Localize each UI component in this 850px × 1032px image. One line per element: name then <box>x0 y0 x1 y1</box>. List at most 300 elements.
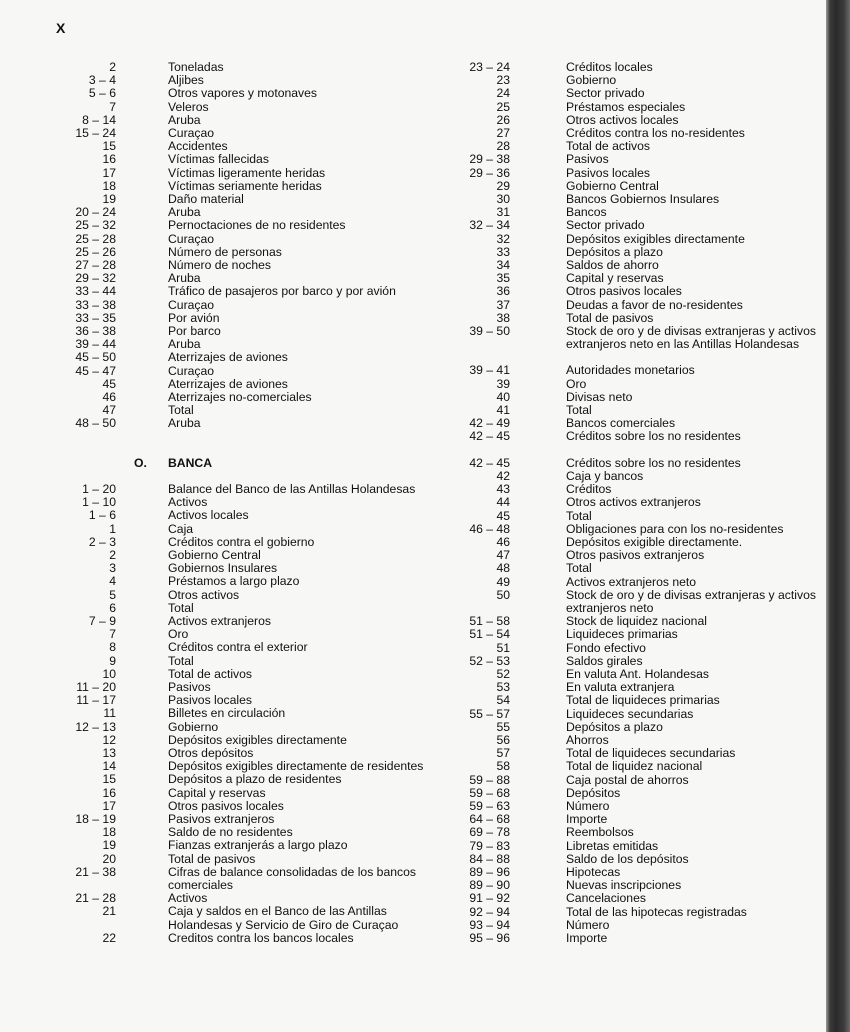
entry-range: 1 – 6 <box>88 508 116 523</box>
entry-range: 15 <box>102 139 116 154</box>
entry-range: 57 <box>496 746 510 761</box>
index-entry <box>440 721 826 734</box>
index-entry <box>440 655 826 668</box>
entry-range: 59 – 68 <box>469 785 510 800</box>
index-entry <box>440 892 826 905</box>
entry-label: Activos <box>168 495 208 510</box>
entry-range: 55 <box>496 719 510 734</box>
entry-range: 12 <box>102 732 116 747</box>
entry-range: 89 – 90 <box>469 878 510 893</box>
entry-range: 69 – 78 <box>469 825 510 840</box>
entry-label: Saldo de no residentes <box>168 825 293 840</box>
entry-range: 26 <box>496 112 510 127</box>
entry-label: Activos extranjeros neto <box>566 574 697 589</box>
entry-label: Cifras de balance consolidadas de los bancos comerciales <box>168 864 416 892</box>
entry-range: 3 – 4 <box>88 73 116 88</box>
entry-range: 42 <box>496 468 510 483</box>
entry-range: 22 <box>102 930 116 945</box>
entry-label: Depósitos a plazo <box>566 244 663 259</box>
entry-range: 1 <box>109 521 116 536</box>
index-entry <box>40 219 432 232</box>
entry-label: Fianzas extranjerás a largo plazo <box>168 838 348 853</box>
entry-label: Total <box>168 403 194 418</box>
entry-label: Libretas emitidas <box>566 838 659 853</box>
entry-range: 64 – 68 <box>469 812 510 827</box>
entry-range: 15 <box>102 772 116 787</box>
entry-range: 46 – 48 <box>469 521 510 536</box>
entry-range: 33 – 44 <box>75 284 116 299</box>
entry-label: Liquideces secundarias <box>566 706 694 721</box>
index-entry <box>40 285 432 298</box>
entry-range: 25 – 32 <box>75 218 116 233</box>
entry-label: Depósitos exigible directamente. <box>566 534 743 549</box>
index-entry <box>440 642 826 655</box>
entry-label: Total de liquideces primarias <box>566 693 720 708</box>
index-entry <box>440 787 826 800</box>
entry-label: Gobierno <box>168 719 219 734</box>
entry-label: Divisas neto <box>566 389 633 404</box>
entry-range: 11 <box>103 706 116 721</box>
entry-range: 3 <box>109 561 116 576</box>
entry-label: Curaçao <box>168 231 215 246</box>
entry-label: Bancos <box>566 205 607 220</box>
index-entry <box>440 576 826 589</box>
left-column <box>40 61 432 945</box>
entry-range: 24 <box>496 86 510 101</box>
index-entry <box>440 153 826 166</box>
index-entry <box>40 87 432 100</box>
entry-range: 39 – 44 <box>75 337 116 352</box>
entry-range: 4 <box>109 574 116 589</box>
entry-range: 6 <box>109 600 116 615</box>
entry-label: Accidentes <box>168 139 228 154</box>
index-entry <box>440 101 826 114</box>
entry-range: 55 – 57 <box>469 706 510 721</box>
entry-label: Víctimas seriamente heridas <box>168 178 322 193</box>
entry-range: 2 <box>109 547 116 562</box>
entry-range: 42 – 45 <box>469 455 510 470</box>
index-entry <box>40 523 432 536</box>
entry-label: Activos locales <box>168 508 249 523</box>
entry-label: Pasivos locales <box>566 165 650 180</box>
entry-range: 52 – 53 <box>469 653 510 668</box>
entry-range: 34 <box>496 258 510 273</box>
entry-label: Stock de oro y de divisas extranjeras y activos extranjeros neto <box>566 587 816 615</box>
entry-label: Total de activos <box>566 139 651 154</box>
page-number: X <box>56 20 66 36</box>
entry-label: Toneladas <box>168 60 224 74</box>
entry-range: 5 <box>109 587 116 602</box>
index-entry <box>40 351 432 364</box>
entry-range: 47 <box>102 403 116 418</box>
entry-label: Creditos contra los bancos locales <box>168 930 354 945</box>
entry-label: Aruba <box>168 416 201 431</box>
entry-range: 42 – 49 <box>469 416 510 431</box>
entry-range: 16 <box>102 785 116 800</box>
entry-range: 36 <box>496 284 510 299</box>
entry-range: 59 – 88 <box>469 772 510 787</box>
entry-label: Víctimas ligeramente heridas <box>168 165 326 180</box>
entry-label: Stock de oro y de divisas extranjeras y activos extranjeros neto en las Antillas Holandesas <box>566 324 816 352</box>
entry-label: Caja y bancos <box>566 468 644 483</box>
right-column <box>440 61 826 945</box>
entry-range: 33 <box>496 244 510 259</box>
entry-range: 21 – 28 <box>75 891 116 906</box>
entry-label: Préstamos a largo plazo <box>168 574 300 589</box>
entry-label: Pasivos <box>168 679 211 694</box>
entry-range: 33 – 38 <box>75 297 116 312</box>
entry-range: 49 <box>496 574 510 589</box>
index-entry <box>40 365 432 378</box>
index-entry <box>440 708 826 721</box>
spacer <box>440 444 826 457</box>
entry-range: 39 – 50 <box>469 324 510 339</box>
entry-label: Balance del Banco de las Antillas Holandesas <box>168 481 416 496</box>
entry-range: 10 <box>102 666 116 681</box>
index-entry <box>40 127 432 140</box>
entry-range: 18 <box>102 178 116 193</box>
index-entry <box>440 457 826 470</box>
entry-range: 25 – 28 <box>75 231 116 246</box>
entry-label: Activos <box>168 891 208 906</box>
index-entry <box>440 219 826 232</box>
entry-label: Préstamos especiales <box>566 99 686 114</box>
entry-label: Otros activos locales <box>566 112 679 127</box>
entry-label: Depósitos a plazo de residentes <box>168 772 342 787</box>
entry-range: 32 – 34 <box>469 218 510 233</box>
entry-range: 29 – 38 <box>469 152 510 167</box>
entry-label: Importe <box>566 931 608 945</box>
entry-label: Veleros <box>168 99 209 114</box>
entry-range: 46 <box>102 390 116 405</box>
entry-label: Número de personas <box>168 244 282 259</box>
entry-range: 95 – 96 <box>469 931 510 945</box>
index-entry <box>440 694 826 707</box>
index-entry <box>40 615 432 628</box>
index-entry <box>40 101 432 114</box>
entry-range: 18 <box>102 825 116 840</box>
entry-range: 8 – 14 <box>82 112 116 127</box>
entry-label: Créditos <box>566 482 612 497</box>
section-heading <box>40 457 432 470</box>
entry-label: Ahorros <box>566 732 609 747</box>
entry-label: Fondo efectivo <box>566 640 646 655</box>
entry-range: 1 – 10 <box>82 495 116 510</box>
index-entry <box>40 773 432 786</box>
index-entry <box>440 233 826 246</box>
entry-label: Depósitos <box>566 785 621 800</box>
entry-range: 79 – 83 <box>469 838 510 853</box>
entry-label: Aterrizajes de aviones <box>168 350 288 365</box>
entry-range: 17 <box>102 798 116 813</box>
index-entry <box>40 866 432 892</box>
entry-range: 25 – 26 <box>75 244 116 259</box>
index-entry <box>440 510 826 523</box>
entry-range: 11 – 17 <box>76 693 116 708</box>
entry-range: 20 <box>102 851 116 866</box>
entry-label: Depósitos exigibles directamente <box>168 732 347 747</box>
entry-label: Aterrizajes no-comerciales <box>168 390 312 405</box>
index-entry <box>40 167 432 180</box>
entry-label: Pasivos <box>566 152 609 167</box>
entry-range: 30 <box>496 192 510 207</box>
entry-label: Total <box>168 653 194 668</box>
entry-range: 20 – 24 <box>75 205 116 220</box>
entry-range: 37 <box>496 297 510 312</box>
entry-label: Total de activos <box>168 666 253 681</box>
entry-label: Créditos contra el exterior <box>168 640 308 655</box>
index-entry <box>440 523 826 536</box>
entry-range: 12 – 13 <box>75 719 116 734</box>
entry-range: 21 – 38 <box>75 864 116 879</box>
index-entry <box>40 641 432 654</box>
index-entry <box>40 602 432 615</box>
entry-range: 58 <box>496 759 510 774</box>
entry-label: Gobiernos Insulares <box>168 561 278 576</box>
entry-label: Otros vapores y motonaves <box>168 86 318 101</box>
spacer <box>40 431 432 457</box>
entry-label: Saldos de ahorro <box>566 258 659 273</box>
entry-range: 45 – 50 <box>75 350 116 365</box>
entry-range: 36 – 38 <box>75 324 116 339</box>
entry-range: 28 <box>496 139 510 154</box>
index-entry <box>440 589 826 615</box>
entry-range: 56 <box>496 732 510 747</box>
entry-range: 45 <box>102 376 116 391</box>
entry-label: Hipotecas <box>566 864 621 879</box>
entry-range: 27 <box>496 126 510 141</box>
entry-range: 25 <box>496 99 510 114</box>
entry-label: Total de las hipotecas registradas <box>566 904 747 919</box>
entry-range: 7 – 9 <box>88 613 116 628</box>
index-entry <box>440 299 826 312</box>
index-entry <box>440 87 826 100</box>
entry-range: 19 <box>102 838 116 853</box>
entry-range: 8 <box>109 640 116 655</box>
binding-edge <box>826 0 850 1032</box>
index-entry <box>40 668 432 681</box>
entry-range: 5 – 6 <box>88 86 116 101</box>
entry-label: Pasivos extranjeros <box>168 811 275 826</box>
entry-label: Otros pasivos extranjeros <box>566 548 705 563</box>
entry-range: 47 <box>496 548 510 563</box>
index-entry <box>40 721 432 734</box>
entry-label: En valuta extranjera <box>566 680 675 695</box>
entry-label: Saldo de los depósitos <box>566 851 689 866</box>
entry-range: 48 <box>496 561 510 576</box>
entry-range: 92 – 94 <box>469 904 510 919</box>
entry-label: Gobierno Central <box>168 547 261 562</box>
entry-label: Bancos Gobiernos Insulares <box>566 192 720 207</box>
entry-label: Nuevas inscripciones <box>566 878 682 893</box>
index-entry <box>440 774 826 787</box>
entry-range: 46 <box>496 534 510 549</box>
entry-range: 2 – 3 <box>88 534 116 549</box>
entry-range: 93 – 94 <box>469 917 510 932</box>
index-entry <box>40 787 432 800</box>
entry-label: Por barco <box>168 324 221 339</box>
index-entry <box>440 325 826 351</box>
entry-range: 7 <box>109 99 116 114</box>
entry-label: Total de pasivos <box>168 851 256 866</box>
entry-label: Autoridades monetarios <box>566 363 695 378</box>
index-entry <box>440 840 826 853</box>
entry-range: 27 – 28 <box>75 258 116 273</box>
entry-label: Aljibes <box>168 73 204 88</box>
entry-range: 54 <box>496 693 510 708</box>
index-entry <box>440 826 826 839</box>
entry-label: Daño material <box>168 192 244 207</box>
entry-range: 45 – 47 <box>75 363 116 378</box>
entry-range: 11 – 20 <box>76 679 116 694</box>
entry-range: 39 <box>496 376 510 391</box>
entry-range: 51 <box>496 640 510 655</box>
entry-range: 9 <box>109 653 116 668</box>
entry-label: Pasivos locales <box>168 693 252 708</box>
entry-label: Total <box>566 403 592 418</box>
entry-range: 13 <box>102 745 116 760</box>
entry-label: Créditos contra los no-residentes <box>566 126 745 141</box>
entry-label: Caja y saldos en el Banco de las Antillas Holandesas y Servicio de Giro de Curaçao <box>168 904 399 932</box>
entry-label: Caja <box>168 521 194 536</box>
entry-range: 21 <box>102 904 116 919</box>
entry-label: Cancelaciones <box>566 891 646 906</box>
entry-range: 52 <box>496 666 510 681</box>
index-entry <box>40 391 432 404</box>
entry-label: Aterrizajes de aviones <box>168 376 288 391</box>
spacer <box>40 470 432 483</box>
entry-label: Depósitos a plazo <box>566 719 663 734</box>
entry-label: Otros activos extranjeros <box>566 495 701 510</box>
entry-label: Total <box>168 600 194 615</box>
entry-range: 18 – 19 <box>75 811 116 826</box>
entry-label: Curaçao <box>168 363 215 378</box>
entry-range: 38 <box>496 310 510 325</box>
entry-range: 51 – 54 <box>469 627 510 642</box>
index-entry <box>440 932 826 945</box>
entry-label: Créditos contra el gobierno <box>168 534 315 549</box>
entry-label: Aruba <box>168 112 201 127</box>
entry-range: 1 – 20 <box>82 481 116 496</box>
entry-range: 15 – 24 <box>75 126 116 141</box>
entry-range: 35 <box>496 271 510 286</box>
index-entry <box>40 932 432 945</box>
entry-label: Aruba <box>168 271 201 286</box>
index-entry <box>440 378 826 391</box>
entry-range: 43 <box>496 482 510 497</box>
entry-range: 31 <box>496 205 510 220</box>
index-entry <box>440 364 826 377</box>
entry-label: Curaçao <box>168 297 215 312</box>
entry-label: Por avión <box>168 310 220 325</box>
index-entry <box>40 417 432 430</box>
index-entry <box>40 800 432 813</box>
entry-label: Liquideces primarias <box>566 627 678 642</box>
entry-label: Capital y reservas <box>168 785 266 800</box>
entry-label: Total <box>566 508 592 523</box>
entry-label: Oro <box>566 376 587 391</box>
entry-label: Activos extranjeros <box>168 613 271 628</box>
entry-label: Bancos comerciales <box>566 416 676 431</box>
index-entry <box>440 285 826 298</box>
entry-label: Depósitos exigibles directamente de residentes <box>168 759 424 774</box>
index-entry <box>40 153 432 166</box>
entry-label: Número de noches <box>168 258 271 273</box>
index-entry <box>440 562 826 575</box>
entry-range: 59 – 63 <box>469 798 510 813</box>
entry-label: Curaçao <box>168 126 215 141</box>
entry-label: Stock de liquidez nacional <box>566 614 707 629</box>
entry-range: 39 – 41 <box>469 363 510 378</box>
entry-label: Total de pasivos <box>566 310 654 325</box>
index-entry <box>440 760 826 773</box>
index-entry <box>440 167 826 180</box>
entry-label: Aruba <box>168 337 201 352</box>
entry-range: 51 – 58 <box>469 614 510 629</box>
entry-range: 89 – 96 <box>469 864 510 879</box>
entry-range: 14 <box>102 759 116 774</box>
entry-label: Sector privado <box>566 86 645 101</box>
index-entry <box>440 496 826 509</box>
entry-label: Otros pasivos locales <box>168 798 284 813</box>
entry-label: Deudas a favor de no-residentes <box>566 297 743 312</box>
entry-range: 19 <box>102 192 116 207</box>
index-entry <box>40 299 432 312</box>
entry-label: Sector privado <box>566 218 645 233</box>
entry-label: Otros depósitos <box>168 745 254 760</box>
entry-range: 91 – 92 <box>469 891 510 906</box>
entry-label: Depósitos exigibles directamente <box>566 231 745 246</box>
index-entry <box>40 707 432 720</box>
entry-range: 29 – 32 <box>75 271 116 286</box>
entry-range: 33 – 35 <box>75 310 116 325</box>
index-entry <box>440 906 826 919</box>
index-entry <box>40 853 432 866</box>
entry-label: Aruba <box>168 205 201 220</box>
entry-label: Número <box>566 917 610 932</box>
entry-label: Billetes en circulación <box>168 706 286 721</box>
entry-label: Reembolsos <box>566 825 634 840</box>
entry-label: Víctimas fallecidas <box>168 152 269 167</box>
entry-range: 32 <box>496 231 510 246</box>
entry-label: Créditos sobre los no residentes <box>566 429 741 444</box>
entry-label: Gobierno Central <box>566 178 659 193</box>
index-entry <box>40 589 432 602</box>
entry-label: Oro <box>168 627 189 642</box>
entry-range: 23 – 24 <box>469 60 510 74</box>
index-entry <box>40 536 432 549</box>
entry-range: 41 <box>496 403 510 418</box>
entry-label: Obligaciones para con los no-residentes <box>566 521 784 536</box>
entry-label: Otros activos <box>168 587 240 602</box>
entry-label: Pernoctaciones de no residentes <box>168 218 346 233</box>
entry-range: 2 <box>109 60 116 74</box>
entry-range: 50 <box>496 587 510 602</box>
entry-range: 53 <box>496 680 510 695</box>
index-entry <box>40 655 432 668</box>
entry-label: Tráfico de pasajeros por barco y por avión <box>168 284 396 299</box>
section-title: BANCA <box>168 455 213 470</box>
index-entry <box>40 233 432 246</box>
entry-label: Créditos locales <box>566 60 653 74</box>
entry-label: Total de liquideces secundarias <box>566 746 736 761</box>
entry-range: 48 – 50 <box>75 416 116 431</box>
entry-range: 23 <box>496 73 510 88</box>
entry-label: Gobierno <box>566 73 617 88</box>
entry-range: 7 <box>109 627 116 642</box>
entry-label: Total de liquidez nacional <box>566 759 703 774</box>
entry-range: 16 <box>102 152 116 167</box>
